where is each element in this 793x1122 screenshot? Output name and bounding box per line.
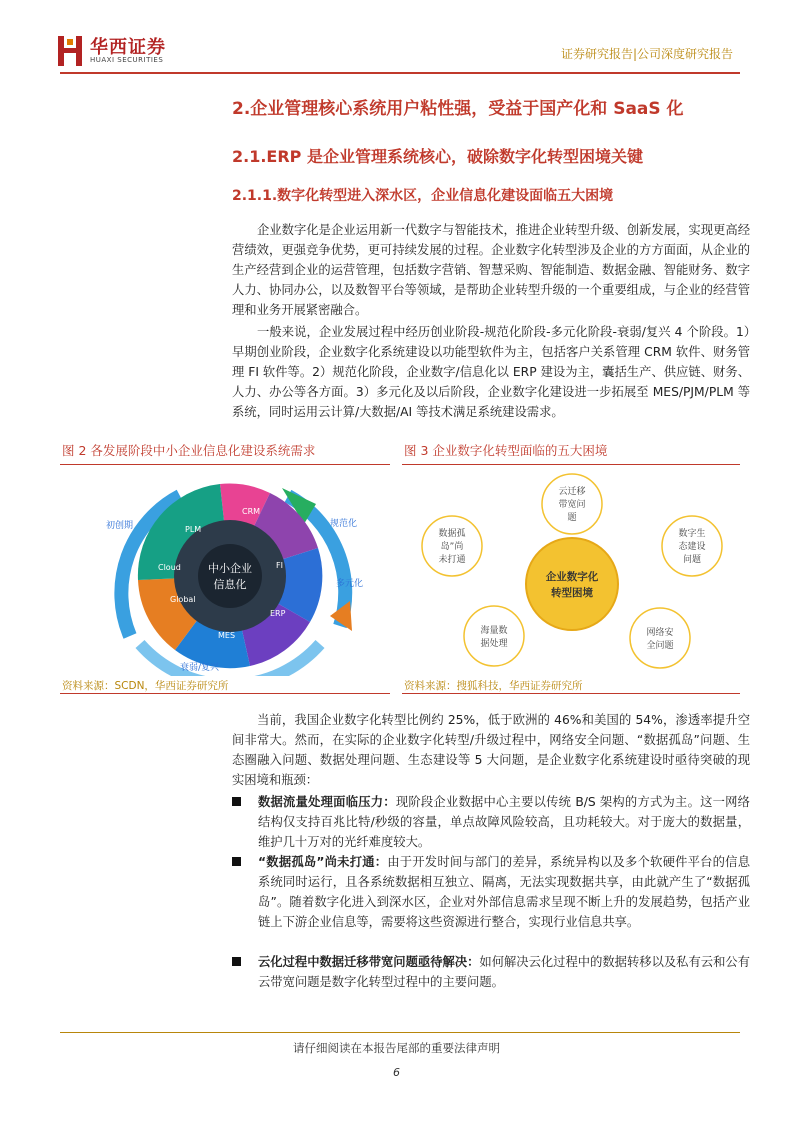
stage-decline-revival: 衰弱/复兴 bbox=[180, 663, 220, 673]
figure-2-wheel-diagram bbox=[60, 466, 390, 676]
page-number: 6 bbox=[393, 1066, 400, 1079]
svg-text:问题: 问题 bbox=[682, 555, 702, 565]
svg-text:据处理: 据处理 bbox=[480, 639, 508, 649]
stage-standardization: 规范化 bbox=[330, 519, 358, 529]
problem-node-massive-data bbox=[464, 606, 524, 666]
paragraph-digitalization-definition: 企业数字化是企业运用新一代数字与智能技术，推进企业转型升级、创新发展，实现更高经营绩效，更强竞争优势，更可持续发展的过程。企业数字化转型涉及企业的方方面面，从企业的生产经营到企业的运营管理，包括数字营销、智慧采购、智能制造、数据金融、智能财务、数字人力、协同办公，以及数智平台等领域，是帮助企业转型升级的一个重要组成，与企业的经营管理和业务开展紧密融合。 bbox=[232, 223, 750, 317]
problem-center-line1: 企业数字化 bbox=[545, 571, 599, 583]
footer-disclaimer: 请仔细阅读在本报告尾部的重要法律声明 bbox=[293, 1041, 500, 1055]
figure-2-source: 资料来源：SCDN，华西证券研究所 bbox=[62, 680, 229, 692]
paragraph-current-status: 当前，我国企业数字化转型比例约 25%，低于欧洲的 46%和美国的 54%，渗透率提升空间非常大。然而，在实际的企业数字化转型/升级过程中，网络安全问题、“数据孤岛”问题、生态圈融入问题、数据处理问题、生态建设等 5 大问题，是企业数字化系统建设时亟待突破的现实困境和瓶颈： bbox=[232, 713, 750, 787]
section-heading-2: 2.企业管理核心系统用户粘性强，受益于国产化和 SaaS 化 bbox=[232, 99, 684, 119]
huaxi-logo-icon bbox=[58, 36, 82, 66]
brand-name-cn: 华西证券 bbox=[90, 37, 166, 58]
svg-text:网络安: 网络安 bbox=[646, 628, 674, 638]
paragraph-development-stages: 一般来说，企业发展过程中经历创业阶段-规范化阶段-多元化阶段-衰弱/复兴 4 个阶段。1）早期创业阶段，企业数字化系统建设以功能型软件为主，包括客户关系管理 CRM 软件、财务管理 FI 软件等。2）规范化阶段，企业数字/信息化以 ERP 建设为主，囊括生产、供应链、财务、人力、办公等各方面。3）多元化及以后阶段，企业数字化建设进一步拓展至 MES/PJM/PLM 等系统，同时运用云计算/大数据/AI 等技术满足系统建设需求。 bbox=[232, 325, 750, 419]
bullet-square-icon bbox=[232, 957, 241, 966]
svg-text:数字生: 数字生 bbox=[678, 529, 706, 539]
bullet-square-icon bbox=[232, 857, 241, 866]
segment-plm: PLM bbox=[185, 525, 202, 534]
figure-3-five-problems-diagram bbox=[402, 466, 740, 676]
problem-node-data-island bbox=[422, 516, 482, 576]
svg-text:带宽问: 带宽问 bbox=[558, 500, 586, 510]
figure-2-center-line1: 中小企业 bbox=[208, 562, 252, 575]
figure-2-title-bar bbox=[60, 438, 390, 465]
stage-diversification: 多元化 bbox=[336, 579, 364, 589]
problem-center-line2: 转型困境 bbox=[551, 587, 593, 599]
svg-text:云迁移: 云迁移 bbox=[558, 487, 586, 497]
bullet-2-lead: “数据孤岛”尚未打通： bbox=[258, 855, 388, 869]
svg-text:态建设: 态建设 bbox=[678, 542, 706, 552]
svg-text:题: 题 bbox=[567, 513, 577, 523]
svg-text:岛”尚: 岛”尚 bbox=[440, 542, 464, 552]
bullet-3-lead: 云化过程中数据迁移带宽问题亟待解决： bbox=[258, 955, 480, 969]
bullet-cloud-bandwidth bbox=[258, 952, 750, 992]
figure-2-bottom-rule bbox=[60, 693, 390, 694]
problem-node-digital-ecosystem bbox=[662, 516, 722, 576]
footer-divider bbox=[60, 1032, 740, 1033]
bullet-1-lead: 数据流量处理面临压力： bbox=[258, 795, 396, 809]
problem-node-cloud-migration bbox=[542, 474, 602, 534]
svg-text:海量数: 海量数 bbox=[480, 626, 508, 636]
svg-text:数据孤: 数据孤 bbox=[438, 529, 466, 539]
svg-text:全问题: 全问题 bbox=[646, 641, 674, 651]
figure-2-title: 图 2 各发展阶段中小企业信息化建设系统需求 bbox=[62, 443, 316, 458]
figure-3-source: 资料来源：搜狐科技，华西证券研究所 bbox=[404, 680, 583, 692]
figure-2-center-line2: 信息化 bbox=[213, 578, 247, 591]
problem-center-circle bbox=[526, 538, 618, 630]
bullet-3-text: 如何解决云化过程中的数据转移以及私有云和公有云带宽问题是数字化转型过程中的主要问题。 bbox=[258, 955, 750, 989]
problem-node-network-security bbox=[630, 608, 690, 668]
section-heading-2-1: 2.1.ERP 是企业管理系统核心，破除数字化转型困境关键 bbox=[232, 147, 643, 166]
bullet-2-text: 由于开发时间与部门的差异，系统异构以及多个软硬件平台的信息系统同时运行，且各系统数据相互独立、隔离，无法实现数据共享，由此就产生了“数据孤岛”。随着数字化进入到深水区，企业对外部信息需求呈现不断上升的发展趋势，包括产业链上下游企业信息等，需要将这些资源进行整合，实现行业信息共享。 bbox=[258, 855, 750, 929]
segment-global: Global bbox=[170, 595, 196, 604]
bullet-data-traffic bbox=[258, 792, 750, 852]
segment-crm: CRM bbox=[242, 507, 261, 516]
segment-erp: ERP bbox=[270, 609, 286, 618]
segment-mes: MES bbox=[218, 631, 236, 640]
header-divider bbox=[60, 72, 740, 74]
bullet-1-text: 现阶段企业数据中心主要以传统 B/S 架构的方式为主。这一网络结构仅支持百兆比特/秒级的容量，单点故障风险较高，且功耗较大。对于庞大的数据量，维护几十万对的光纤难度较大。 bbox=[258, 795, 750, 849]
svg-text:未打通: 未打通 bbox=[438, 555, 466, 565]
figure-3-title-bar bbox=[402, 438, 740, 465]
stage-startup: 初创期 bbox=[106, 521, 134, 531]
bullet-data-island bbox=[258, 852, 750, 932]
section-heading-2-1-1: 2.1.1.数字化转型进入深水区，企业信息化建设面临五大困境 bbox=[232, 188, 614, 204]
segment-cloud: Cloud bbox=[158, 563, 181, 572]
segment-fi: FI bbox=[276, 561, 283, 570]
brand-name-en: HUAXI SECURITIES bbox=[90, 56, 164, 64]
figure-3-bottom-rule bbox=[402, 693, 740, 694]
figure-3-title: 图 3 企业数字化转型面临的五大困境 bbox=[404, 443, 608, 458]
report-type: 证券研究报告|公司深度研究报告 bbox=[560, 47, 733, 61]
bullet-square-icon bbox=[232, 797, 241, 806]
